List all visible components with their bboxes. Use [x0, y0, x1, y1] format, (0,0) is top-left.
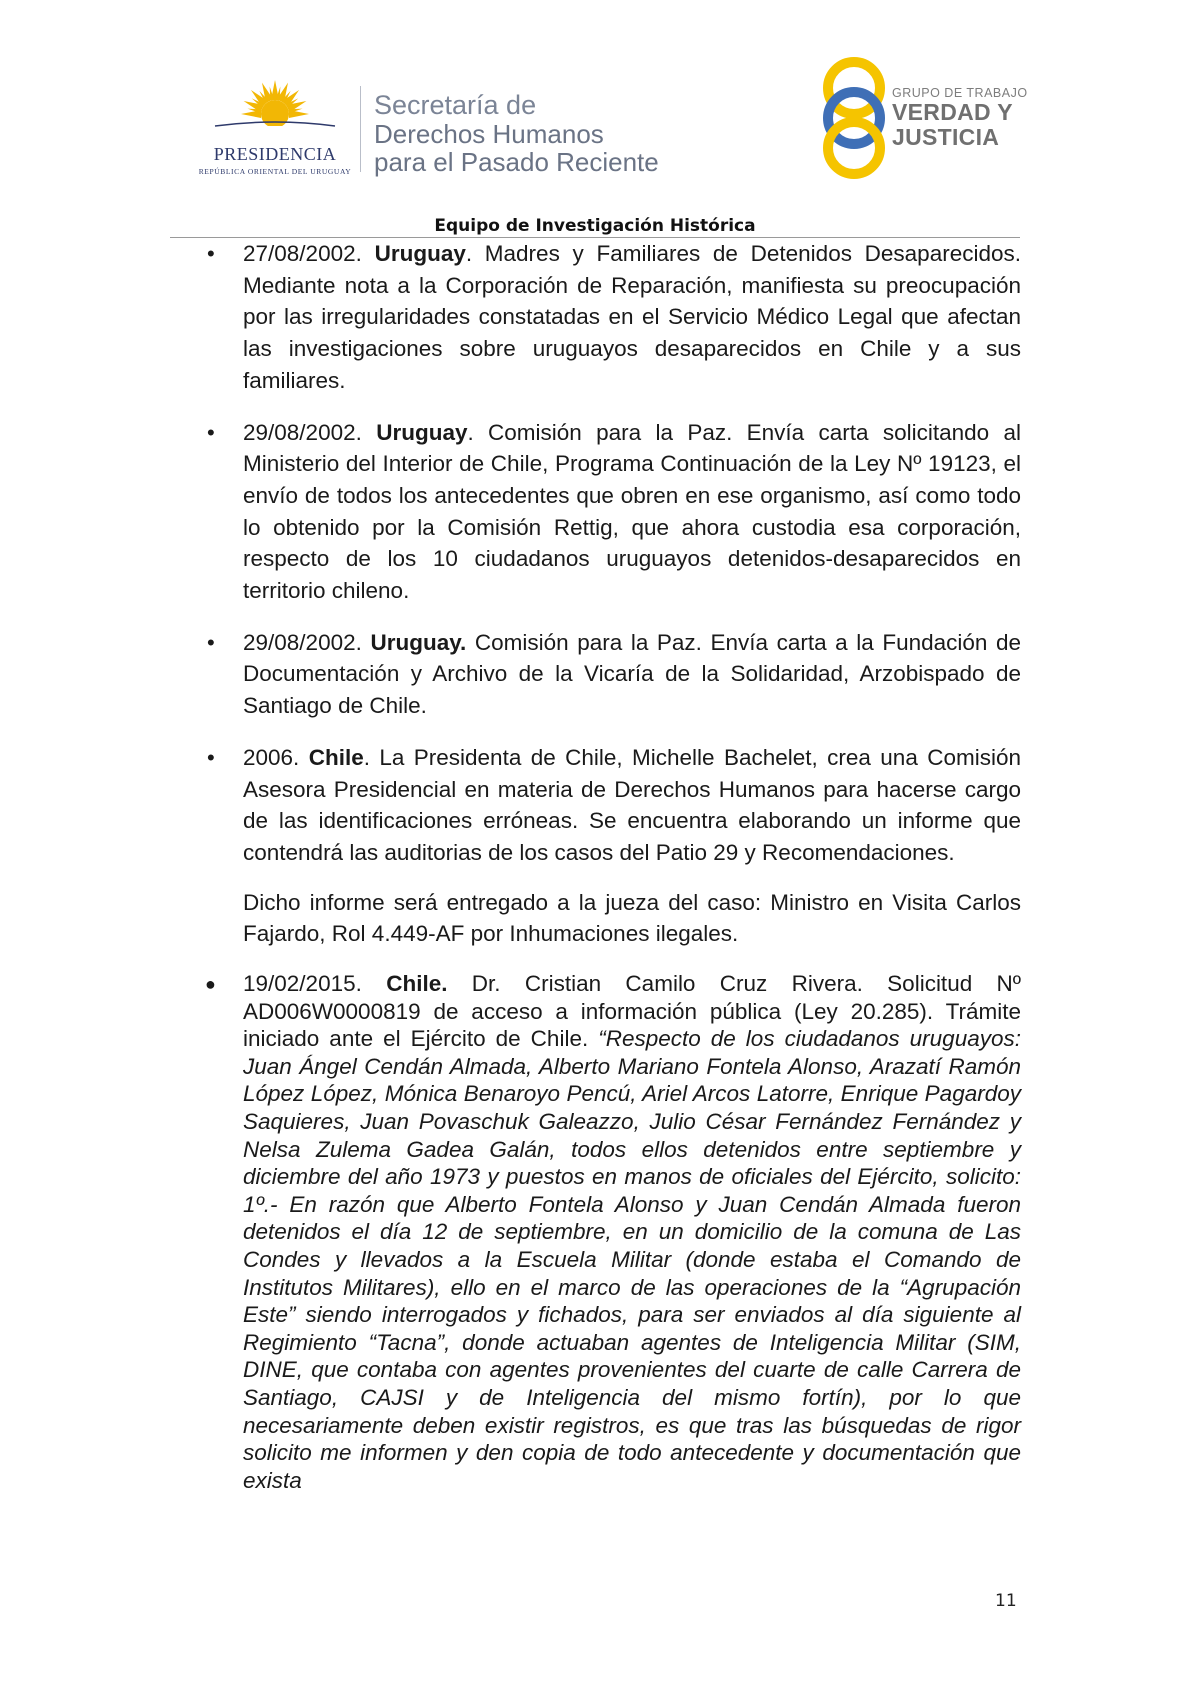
entry-date: 27/08/2002. — [243, 241, 362, 266]
list-item — [205, 627, 1021, 722]
presidencia-subtitle: REPÚBLICA ORIENTAL DEL URUGUAY — [198, 167, 352, 176]
secretaria-line-3: para el Pasado Reciente — [374, 147, 659, 177]
entry-country: Chile — [308, 744, 364, 770]
entry-country: Uruguay. — [370, 629, 467, 655]
entry-text — [243, 627, 1021, 722]
presidencia-logo — [195, 78, 355, 178]
entry-body: . La Presidenta de Chile, Michelle Bachelet, crea una Comisión Asesora Presidencial en materia de Derechos Humanos para hacerse cargo de las identificaciones erróneas. Se encuentra elaborando un informe que contendrá las auditorias de los casos del Patio 29 y Recomendaciones. — [243, 744, 1021, 865]
entry-date: 19/02/2015. — [243, 971, 362, 997]
secretaria-logo-text — [374, 90, 659, 176]
presidencia-word: PRESIDENCIA — [213, 144, 337, 164]
justicia-label: JUSTICIA — [892, 124, 1000, 150]
secretaria-line-1: Secretaría de — [374, 90, 537, 120]
page-number: 11 — [995, 1591, 1017, 1611]
list-item — [205, 970, 1021, 1494]
entry-country: Uruguay — [376, 419, 468, 445]
list-item — [205, 742, 1021, 950]
verdad-label: VERDAD Y — [892, 99, 1013, 125]
entry-text — [243, 970, 1021, 1494]
bullet: ● — [205, 974, 216, 995]
bullet: • — [207, 744, 215, 770]
team-title: Equipo de Investigación Histórica — [434, 216, 756, 236]
entry-text — [243, 742, 1021, 869]
bullet: • — [207, 241, 215, 266]
entry-country: Uruguay — [374, 241, 466, 266]
entry-body: Dr. Cristian Camilo Cruz Rivera. Solicitud Nº AD006W0000819 de acceso a información pública (Ley 20.285). Trámite iniciado ante el Ejército de Chile. — [243, 971, 1021, 1052]
entry-country: Chile. — [386, 971, 448, 997]
verdad-justicia-text — [892, 86, 1028, 150]
sun-emblem-icon — [195, 78, 355, 144]
entry-body: . Madres y Familiares de Detenidos Desaparecidos. Mediante nota a la Corporación de Reparación, manifiesta su preocupación por las irregularidades constatadas en el Servicio Médico Legal que afectan las investigaciones sobre uruguayos desaparecidos en Chile y a sus familiares. — [243, 241, 1021, 393]
list-item — [205, 417, 1021, 607]
entry-body: Comisión para la Paz. Envía carta a la Fundación de Documentación y Archivo de la Vicaría de la Solidaridad, Arzobispado de Santiago de Chile. — [243, 629, 1021, 719]
entry-date: 29/08/2002. — [243, 629, 362, 655]
header-divider — [360, 86, 361, 172]
entry-extra-paragraph: Dicho informe será entregado a la jueza del caso: Ministro en Visita Carlos Fajardo, Rol 4.449-AF por Inhumaciones ilegales. — [243, 889, 1021, 947]
entry-body: . Comisión para la Paz. Envía carta solicitando al Ministerio del Interior de Chile, Programa Continuación de la Ley Nº 19123, el envío de todos los antecedentes que obren en ese organismo, así como todo lo obtenido por la Comisión Rettig, que ahora custodia esa corporación, respecto de los 10 ciudadanos uruguayos detenidos-desaparecidos en territorio chileno. — [243, 419, 1021, 604]
chronology-list — [205, 238, 1021, 1514]
entry-date: 29/08/2002. — [243, 419, 362, 445]
page-header — [0, 0, 1190, 240]
grupo-label: GRUPO DE TRABAJO — [892, 86, 1028, 100]
secretaria-line-2: Derechos Humanos — [374, 119, 604, 149]
entry-date: 2006. — [243, 744, 300, 770]
bullet: • — [207, 629, 215, 655]
bullet: • — [207, 419, 215, 445]
entry-quote: “Respecto de los ciudadanos uruguayos: Juan Ángel Cendán Almada, Alberto Mariano Fontela Alonso, Arazatí Ramón López López, Mónica Benaroyo Pencú, Ariel Arcos Latorre, Enrique Pagardoy Saquieres, Juan Povaschuk Galeazzo, Julio César Fernández Fernández y Nelsa Zulema Gadea Galán, todos ellos detenidos entre septiembre y diciembre del año 1973 y puestos en manos de oficiales del Ejército, solicito: 1º.- En razón que Alberto Fontela Alonso y Juan Cendán Almada fueron detenidos el día 12 de septiembre, en un domicilio de la comuna de Las Condes y llevados a la Escuela Militar (donde estaba el Comando de Institutos Militares), ello en el marco de las operaciones de la “Agrupación Este” siendo interrogados y fichados, para ser enviados al día siguiente al Regimiento “Tacna”, donde actuaban agentes de Inteligencia Militar (SIM, DINE, que contaba con agentes provenientes del cuarte de calle Carrera de Santiago, CAJSI y de Inteligencia del mismo fortín), por lo que necesariamente deben existir registros, es que tras las búsquedas de rigor solicito me informen y den copia de todo antecedente y documentación que exista — [243, 1026, 1021, 1493]
list-item — [205, 238, 1021, 397]
entry-text — [243, 417, 1021, 607]
entry-text — [243, 238, 1021, 397]
